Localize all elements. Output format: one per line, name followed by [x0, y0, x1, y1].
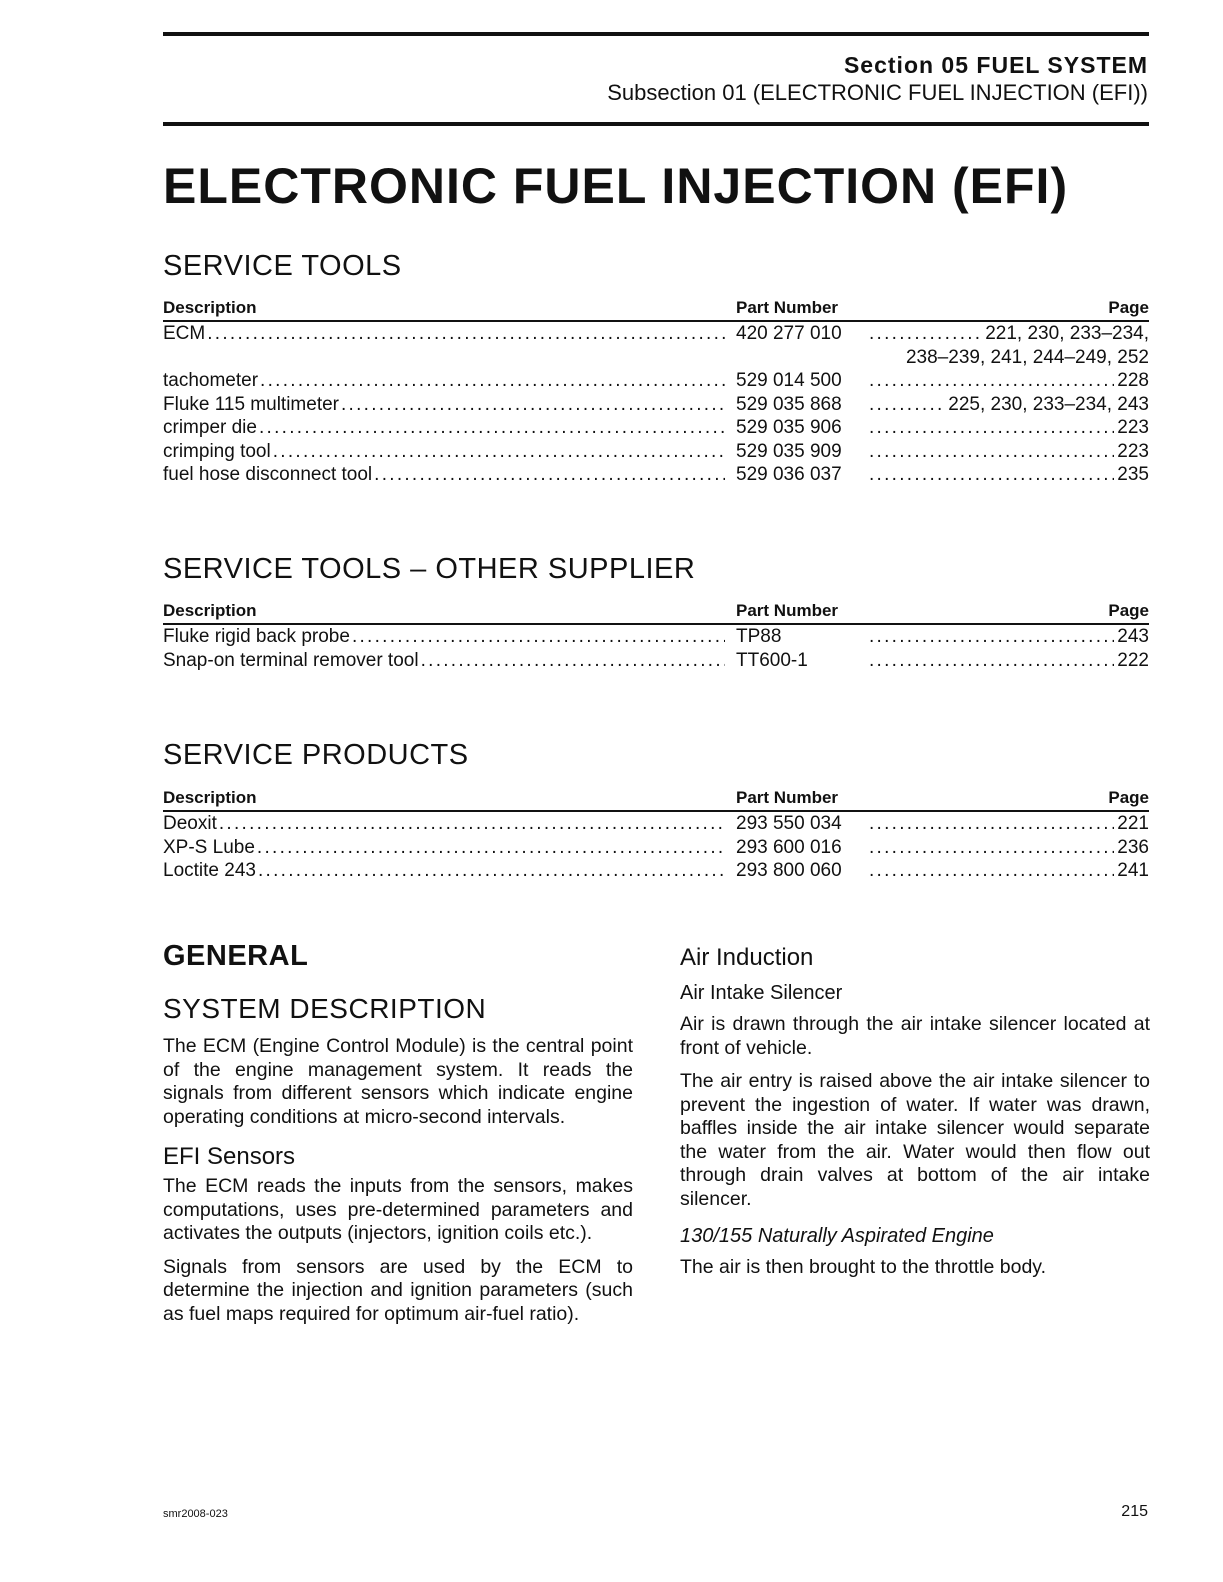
right-column — [680, 940, 1150, 1290]
section-label: Section 05 FUEL SYSTEM — [843, 52, 1148, 78]
row-part-number: TP88 — [736, 626, 782, 647]
dot-leader — [260, 369, 725, 393]
row-page: 221, 230, 233–234, — [985, 323, 1149, 344]
table-header — [163, 599, 1149, 625]
table-row — [163, 440, 1149, 464]
table-row — [163, 649, 1149, 673]
system-description-heading: SYSTEM DESCRIPTION — [163, 993, 487, 1024]
table-row — [163, 859, 1149, 883]
row-part-number: 529 014 500 — [736, 370, 842, 391]
dot-leader — [341, 393, 725, 417]
row-description: XP-S Lube — [163, 836, 255, 858]
dot-leader — [869, 416, 1114, 440]
engine-type-heading: 130/155 Naturally Aspirated Engine — [680, 1225, 994, 1247]
service-tools-other-heading: SERVICE TOOLS – OTHER SUPPLIER — [163, 553, 696, 585]
dot-leader — [869, 322, 982, 346]
header-rule-top — [163, 32, 1149, 36]
row-page-continued: 238–239, 241, 244–249, 252 — [905, 346, 1149, 368]
row-part-number: 529 035 906 — [736, 417, 842, 438]
row-description: tachometer — [163, 370, 259, 391]
dot-leader — [869, 625, 1114, 649]
dot-leader — [219, 812, 725, 836]
row-description: crimping tool — [163, 440, 271, 462]
service-tools-table — [163, 296, 1149, 487]
row-page: 243 — [1117, 626, 1149, 647]
col-header-part-number: Part Number — [736, 601, 839, 620]
page-number: 215 — [1121, 1503, 1148, 1520]
page-title: ELECTRONIC FUEL INJECTION (EFI) — [163, 158, 1069, 214]
dot-leader — [869, 812, 1114, 836]
dot-leader — [421, 649, 725, 673]
table-row — [163, 625, 1149, 649]
table-row — [163, 322, 1149, 369]
service-products-heading: SERVICE PRODUCTS — [163, 739, 469, 771]
col-header-part-number: Part Number — [736, 788, 839, 807]
col-header-part-number: Part Number — [736, 298, 839, 317]
row-part-number: 529 035 909 — [736, 440, 842, 462]
row-description: Snap-on terminal remover tool — [163, 649, 419, 671]
row-page: 228 — [1117, 370, 1149, 391]
subsection-label: Subsection 01 (ELECTRONIC FUEL INJECTION (EFI)) — [607, 80, 1148, 105]
service-tools-other-table — [163, 599, 1149, 672]
footer-code: smr2008-023 — [163, 1508, 228, 1520]
table-row — [163, 463, 1149, 487]
air-induction-text-3: The air is then brought to the throttle body. — [680, 1256, 1047, 1278]
dot-leader — [869, 393, 945, 417]
dot-leader — [869, 369, 1114, 393]
dot-leader — [352, 625, 725, 649]
row-part-number: 420 277 010 — [736, 323, 842, 344]
dot-leader — [258, 859, 725, 883]
dot-leader — [869, 649, 1114, 673]
general-heading: GENERAL — [163, 940, 309, 972]
row-part-number: TT600-1 — [736, 649, 808, 671]
dot-leader — [869, 440, 1114, 464]
row-description: Fluke rigid back probe — [163, 626, 350, 647]
service-tools-heading: SERVICE TOOLS — [163, 250, 402, 282]
dot-leader — [257, 836, 725, 860]
air-induction-text-2: The air entry is raised above the air intake silencer to prevent the ingestion of water. If water was drawn, baffles inside the air intake silencer would separate the water from the air. Water would then flow out through drain valves at bottom of the air intake silencer. — [680, 1070, 1150, 1210]
table-row — [163, 393, 1149, 417]
col-header-description: Description — [163, 298, 257, 317]
row-page: 223 — [1117, 417, 1149, 438]
row-page: 236 — [1117, 836, 1149, 858]
row-description: Loctite 243 — [163, 860, 256, 881]
col-header-page: Page — [1108, 601, 1149, 620]
dot-leader — [374, 463, 725, 487]
system-description-text: The ECM (Engine Control Module) is the central point of the engine management system. It reads the signals from different sensors which indicate engine operating conditions at micro-second intervals. — [163, 1035, 633, 1128]
row-page: 241 — [1117, 860, 1149, 881]
row-page: 225, 230, 233–234, 243 — [948, 393, 1149, 415]
row-description: fuel hose disconnect tool — [163, 464, 373, 485]
efi-sensors-heading: EFI Sensors — [163, 1143, 296, 1170]
efi-sensors-text-2: Signals from sensors are used by the ECM to determine the injection and ignition parameters (such as fuel maps required for optimum air-fuel ratio). — [163, 1255, 633, 1325]
row-description: ECM — [163, 323, 206, 344]
air-induction-heading: Air Induction — [680, 944, 814, 971]
row-page: 235 — [1117, 464, 1149, 485]
table-row — [163, 812, 1149, 836]
header-rule-bottom — [163, 122, 1149, 126]
row-page: 221 — [1117, 813, 1149, 834]
dot-leader — [869, 859, 1114, 883]
air-induction-text-1: Air is drawn through the air intake silencer located at front of vehicle. — [680, 1013, 1150, 1059]
table-header — [163, 296, 1149, 322]
row-part-number: 293 800 060 — [736, 860, 842, 881]
row-description: crimper die — [163, 417, 257, 438]
efi-sensors-text-1: The ECM reads the inputs from the sensors, makes computations, uses pre-determined parameters and activates the outputs (injectors, ignition coils etc.). — [163, 1175, 633, 1244]
col-header-description: Description — [163, 788, 257, 807]
row-description: Fluke 115 multimeter — [163, 393, 339, 415]
row-part-number: 529 036 037 — [736, 464, 842, 485]
row-part-number: 293 600 016 — [736, 836, 842, 858]
left-column — [163, 940, 633, 1336]
dot-leader — [259, 416, 725, 440]
dot-leader — [869, 836, 1114, 860]
col-header-page: Page — [1108, 298, 1149, 317]
table-header — [163, 786, 1149, 812]
air-intake-silencer-heading: Air Intake Silencer — [680, 982, 843, 1004]
dot-leader — [207, 322, 725, 346]
col-header-description: Description — [163, 601, 257, 620]
dot-leader — [273, 440, 725, 464]
row-description: Deoxit — [163, 813, 217, 834]
dot-leader — [869, 463, 1114, 487]
service-products-table — [163, 786, 1149, 883]
table-row — [163, 836, 1149, 860]
row-page: 223 — [1117, 440, 1149, 462]
row-part-number: 529 035 868 — [736, 393, 842, 415]
row-part-number: 293 550 034 — [736, 813, 842, 834]
table-row — [163, 416, 1149, 440]
table-row — [163, 369, 1149, 393]
row-page: 222 — [1117, 649, 1149, 671]
col-header-page: Page — [1108, 788, 1149, 807]
